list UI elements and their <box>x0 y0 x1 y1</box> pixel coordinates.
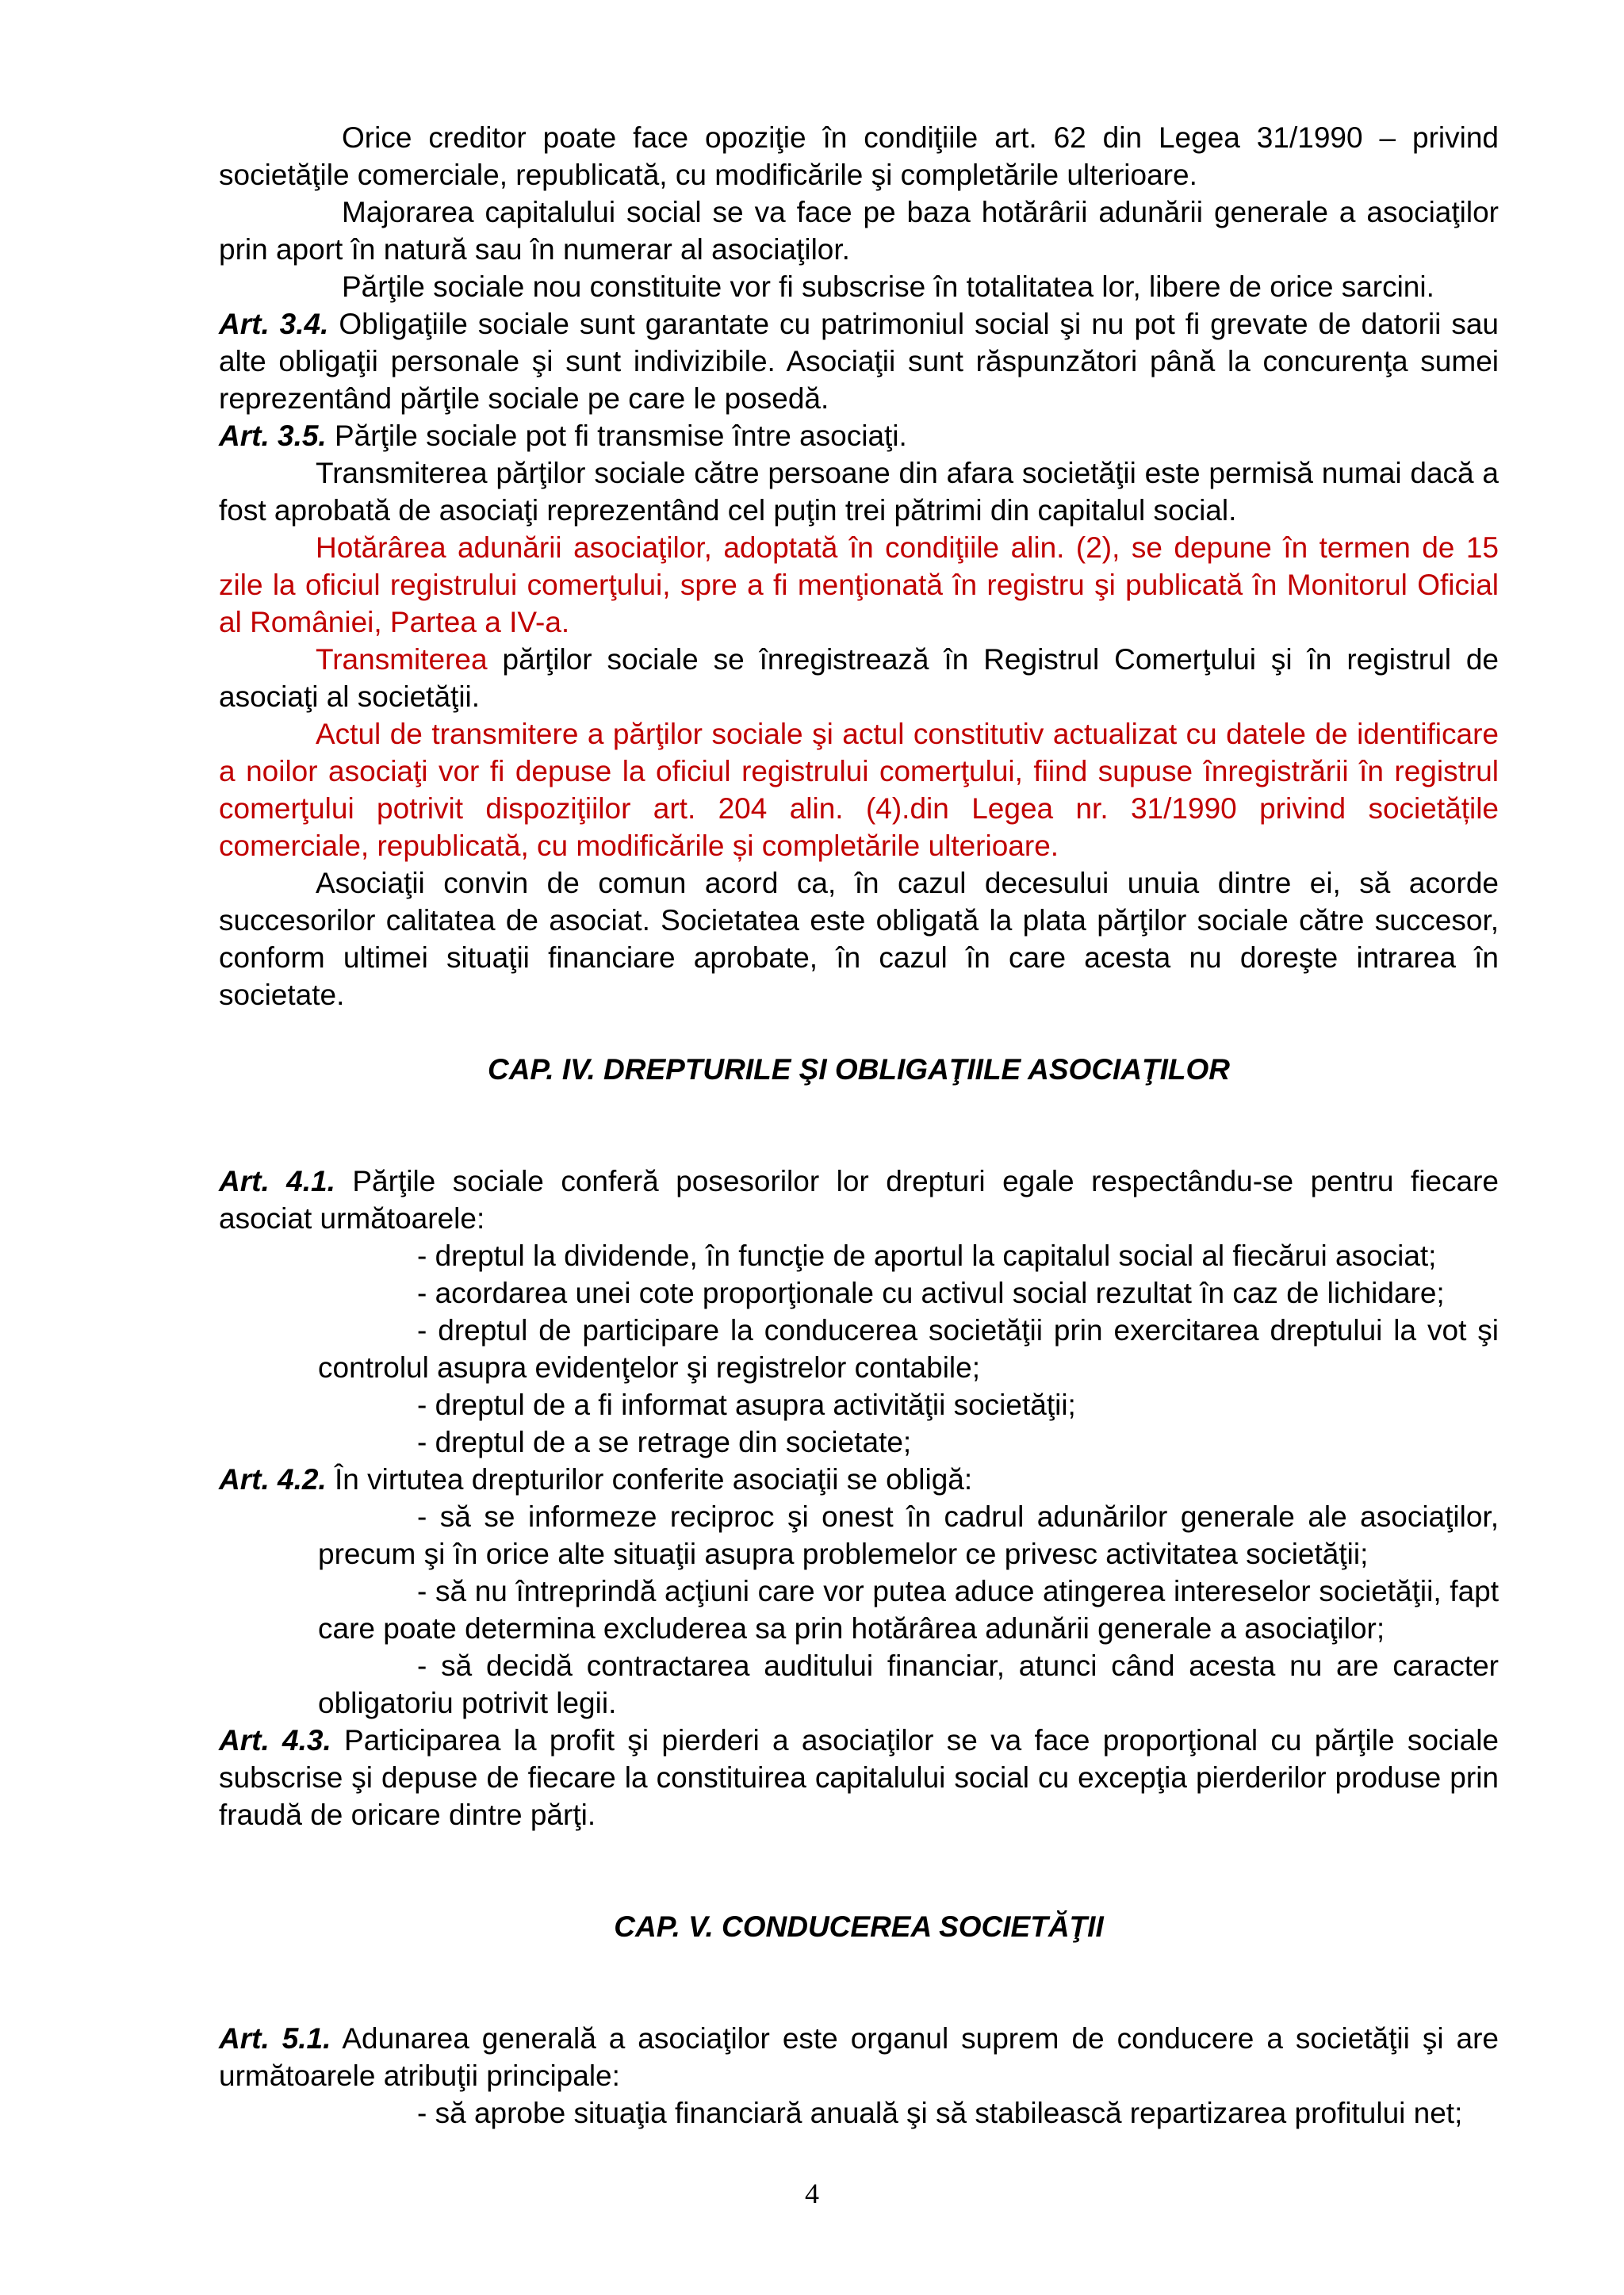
page-number: 4 <box>805 2178 819 2209</box>
paragraph-transfer-act: Actul de transmitere a părţilor sociale şi actul constitutiv actualizat cu datele de identificare a noilor asociaţi vor fi depuse la oficiul registrului comerţului, fiind supuse înregistrării în registrul comerţului potrivit dispoziţiilor art. 204 alin. (4).din Legea nr. 31/1990 privind societățile comerciale, republicată, cu modificările și completările ulterioare. <box>219 718 1499 862</box>
article-4-1 <box>219 1163 1499 1237</box>
spacer <box>219 1013 1499 1051</box>
spacer <box>219 1088 1499 1163</box>
article-3-5 <box>219 417 1499 454</box>
list-item: - dreptul la dividende, în funcţie de aportul la capitalul social al fiecărui asociat; <box>417 1239 1437 1272</box>
list-item: - dreptul de a fi informat asupra activităţii societăţii; <box>417 1389 1076 1421</box>
list-item: - să se informeze reciproc şi onest în cadrul adunărilor generale ale asociaţilor, precum şi în orice alte situaţii asupra problemelor ce privesc activitatea societăţii; <box>318 1500 1499 1570</box>
list-item: - dreptul de a se retrage din societate; <box>417 1426 912 1458</box>
article-3-4 <box>219 305 1499 417</box>
document-page <box>219 119 1499 2132</box>
article-label: Art. 3.4. <box>219 308 329 340</box>
spacer <box>219 1833 1499 1908</box>
paragraph-creditor-opposition: Orice creditor poate face opoziţie în condiţiile art. 62 din Legea 31/1990 – privind societăţile comerciale, republicată, cu modificările şi completările ulterioare. <box>219 121 1499 191</box>
article-label: Art. 3.5. <box>219 420 327 452</box>
paragraph-new-shares: Părţile sociale nou constituite vor fi subscrise în totalitatea lor, libere de orice sarcini. <box>342 270 1434 303</box>
list-item: - să decidă contractarea auditului financiar, atunci când acesta nu are caracter obligatoriu potrivit legii. <box>318 1649 1499 1719</box>
article-label: Art. 5.1. <box>219 2022 331 2055</box>
paragraph-transfer-registry <box>219 641 1499 715</box>
chapter-heading: CAP. V. CONDUCEREA SOCIETĂŢII <box>614 1910 1104 1943</box>
paragraph-text: părţilor sociale se înregistrează în Registrul Comerţului şi în registrul de asociaţi al societăţii. <box>219 643 1499 713</box>
article-text: Participarea la profit şi pierderi a asociaţilor se va face proporţional cu părţile sociale subscrise şi depuse de fiecare la constituirea capitalului social cu excepţia pierderilor produse prin fraudă de oricare dintre părţi. <box>219 1724 1500 1831</box>
article-label: Art. 4.2. <box>219 1463 327 1496</box>
chapter-heading: CAP. IV. DREPTURILE ŞI OBLIGAŢIILE ASOCIAŢILOR <box>487 1053 1231 1086</box>
paragraph-decision-registration: Hotărârea adunării asociaţilor, adoptată în condiţiile alin. (2), se depune în termen de 15 zile la oficiul registrului comerţului, spre a fi menţionată în registru şi publicată în Monitorul Oficial al României, Partea a IV-a. <box>219 531 1499 638</box>
article-text: Adunarea generală a asociaţilor este organul suprem de conducere a societăţii şi are următoarele atribuţii principale: <box>219 2022 1499 2092</box>
spacer <box>219 1945 1499 2020</box>
list-item: - dreptul de participare la conducerea societăţii prin exercitarea dreptului la vot şi controlul asupra evidenţelor şi registrelor contabile; <box>318 1314 1499 1384</box>
list-item: - acordarea unei cote proporţionale cu activul social rezultat în caz de lichidare; <box>417 1277 1445 1309</box>
paragraph-succession: Asociaţii convin de comun acord ca, în cazul decesului unuia dintre ei, să acorde succesorilor calitatea de asociat. Societatea este obligată la plata părţilor sociale către succesor, conform ultimei situaţii financiare aprobate, în cazul în care acesta nu doreşte intrarea în societate. <box>219 867 1499 1011</box>
list-item: - să aprobe situaţia financiară anuală şi să stabilească repartizarea profitului net; <box>417 2097 1463 2129</box>
list-item: - să nu întreprindă acţiuni care vor putea aduce atingerea intereselor societăţii, fapt care poate determina excluderea sa prin hotărârea adunării generale a asociaţilor; <box>318 1575 1499 1645</box>
article-text: În virtutea drepturilor conferite asociaţii se obligă: <box>326 1463 973 1496</box>
article-4-3 <box>219 1722 1499 1833</box>
article-text: Părţile sociale pot fi transmise între asociaţi. <box>326 420 907 452</box>
article-5-1 <box>219 2020 1499 2094</box>
article-4-2 <box>219 1461 1499 1498</box>
red-text: Transmiterea <box>316 643 488 676</box>
article-label: Art. 4.1. <box>219 1165 335 1197</box>
paragraph-transfer-outside: Transmiterea părţilor sociale către persoane din afara societăţii este permisă numai dacă a fost aprobată de asociaţi reprezentând cel puţin trei pătrimi din capitalul social. <box>219 457 1499 527</box>
article-text: Părţile sociale conferă posesorilor lor drepturi egale respectându-se pentru fiecare asociat următoarele: <box>219 1165 1500 1235</box>
article-label: Art. 4.3. <box>219 1724 331 1757</box>
paragraph-capital-increase: Majorarea capitalului social se va face pe baza hotărârii adunării generale a asociaţilor prin aport în natură sau în numerar al asociaţilor. <box>219 196 1499 266</box>
article-text: Obligaţiile sociale sunt garantate cu patrimoniul social şi nu pot fi grevate de datorii sau alte obligaţii personale şi sunt indivizibile. Asociaţii sunt răspunzători până la concurenţa sumei reprezentând părţile sociale pe care le posedă. <box>219 308 1499 415</box>
